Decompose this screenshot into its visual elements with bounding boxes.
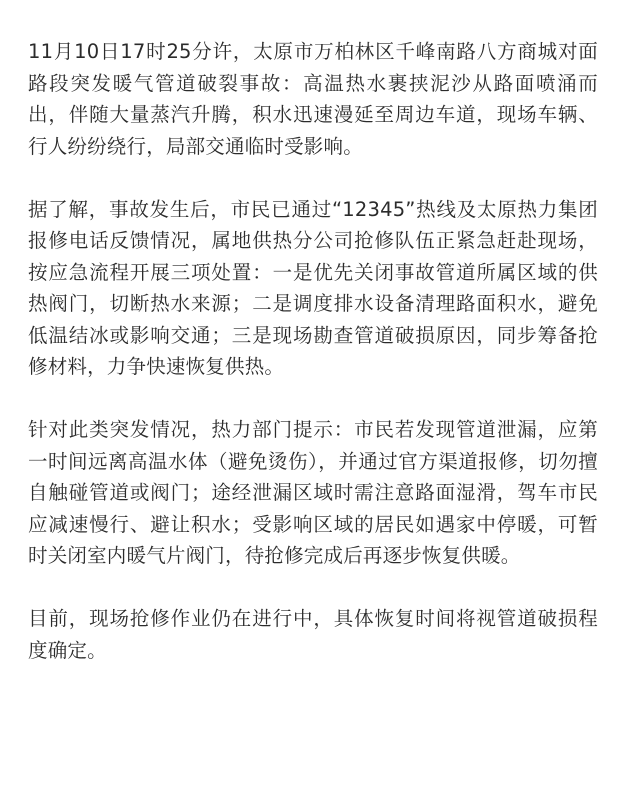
paragraph-response: 据了解，事故发生后，市民已通过“12345”热线及太原热力集团报修电话反馈情况，属地供热分公司抢修队伍正紧急赶赴现场，按应急流程开展三项处置：一是优先关闭事故管道所属区域的供热阀门，切断热水来源；二是调度排水设备清理路面积水，避免低温结冰或影响交通；三是现场勘查管道破损原因，同步筹备抢修材料，力争快速恢复供热。 — [28, 197, 598, 378]
news-article — [28, 36, 598, 666]
paragraph-status: 目前，现场抢修作业仍在进行中，具体恢复时间将视管道破损程度确定。 — [28, 607, 598, 662]
paragraph-incident: 11月10日17时25分许，太原市万柏林区千峰南路八方商城对面路段突发暖气管道破裂事故：高温热水裹挟泥沙从路面喷涌而出，伴随大量蒸汽升腾，积水迅速漫延至周边车道，现场车辆、行人纷纷绕行，局部交通临时受影响。 — [28, 40, 598, 158]
paragraph-safety-tips: 针对此类突发情况，热力部门提示：市民若发现管道泄漏，应第一时间远离高温水体（避免烫伤），并通过官方渠道报修，切勿擅自触碰管道或阀门；途经泄漏区域时需注意路面湿滑，驾车市民应减速慢行、避让积水；受影响区域的居民如遇家中停暖，可暂时关闭室内暖气片阀门，待抢修完成后再逐步恢复供暖。 — [28, 418, 598, 567]
